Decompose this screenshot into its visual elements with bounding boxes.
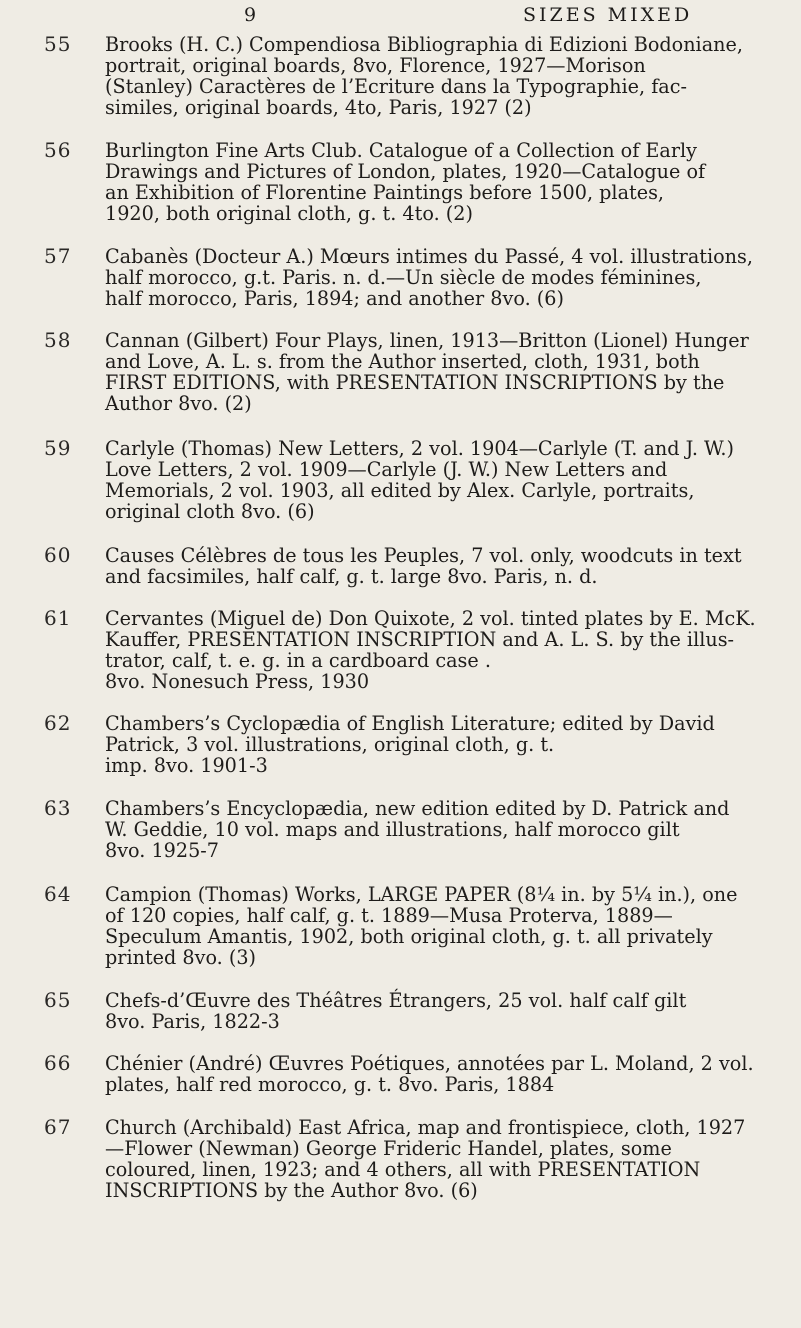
section-title: SIZES MIXED — [523, 4, 693, 26]
entry-text: Burlington Fine Arts Club. Catalogue of a Collection of Early Drawings and Pictures of London, plates, 1920—Catalogue of an Exhibition of Florentine Paintings before 1500, plates, 1920, both original cloth, g. t. 4to. (2) — [105, 139, 706, 225]
lot-number: 63 — [44, 796, 72, 820]
entry-text: Cannan (Gilbert) Four Plays, linen, 1913—Britton (Lionel) Hunger and Love, A. L. s. from the Author inserted, cloth, 1931, both FIRST EDITIONS, with PRESENTATION INSCRIPTIONS by the Author 8vo. (2) — [105, 329, 749, 415]
lot-number: 65 — [44, 988, 72, 1012]
lot-number: 62 — [44, 711, 72, 735]
entry-text: Carlyle (Thomas) New Letters, 2 vol. 1904—Carlyle (T. and J. W.) Love Letters, 2 vol. 1909—Carlyle (J. W.) New Letters and Memorials, 2 vol. 1903, all edited by Alex. Carlyle, portraits, original cloth 8vo. (6) — [105, 437, 734, 523]
entry-text: Chambers’s Cyclopædia of English Literature; edited by David Patrick, 3 vol. illustrations, original cloth, g. t. imp. 8vo. 1901-3 — [105, 712, 715, 777]
lot-number: 56 — [44, 138, 72, 162]
entry-text: Cabanès (Docteur A.) Mœurs intimes du Passé, 4 vol. illustrations, half morocco, g.t. Paris. n. d.—Un siècle de modes féminines, half morocco, Paris, 1894; and another 8vo. (6) — [105, 245, 753, 310]
entry-text: Causes Célèbres de tous les Peuples, 7 vol. only, woodcuts in text and facsimiles, half calf, g. t. large 8vo. Paris, n. d. — [105, 544, 742, 588]
lot-number: 64 — [44, 882, 72, 906]
entry-text: Cervantes (Miguel de) Don Quixote, 2 vol. tinted plates by E. McK. Kauffer, PRESENTATION INSCRIPTION and A. L. S. by the illus- trator, calf, t. e. g. in a cardboard case . 8vo. Nonesuch Press, 1930 — [105, 607, 756, 693]
entry-text: Church (Archibald) East Africa, map and frontispiece, cloth, 1927 —Flower (Newman) George Frideric Handel, plates, some coloured, linen, 1923; and 4 others, all with PRESENTATION INSCRIPTIONS by the Author 8vo. (6) — [105, 1116, 746, 1202]
entry-text: Chefs-d’Œuvre des Théâtres Étrangers, 25 vol. half calf gilt 8vo. Paris, 1822-3 — [105, 989, 687, 1033]
entry-text: Campion (Thomas) Works, LARGE PAPER (8¼ in. by 5¼ in.), one of 120 copies, half calf, g. t. 1889—Musa Proterva, 1889— Speculum Amantis, 1902, both original cloth, g. t. all privately printed 8vo. (3) — [105, 883, 738, 969]
lot-number: 67 — [44, 1115, 72, 1139]
lot-number: 59 — [44, 436, 72, 460]
page-header — [0, 4, 801, 30]
entry-text: Brooks (H. C.) Compendiosa Bibliographia di Edizioni Bodoniane, portrait, original boards, 8vo, Florence, 1927—Morison (Stanley) Caractères de l’Ecriture dans la Typographie, fac- similes, original boards, 4to, Paris, 1927 (2) — [105, 33, 743, 119]
entry-text: Chénier (André) Œuvres Poétiques, annotées par L. Moland, 2 vol. plates, half red morocco, g. t. 8vo. Paris, 1884 — [105, 1052, 754, 1096]
page-number: 9 — [244, 4, 258, 26]
lot-number: 58 — [44, 328, 72, 352]
lot-number: 57 — [44, 244, 72, 268]
entry-text: Chambers’s Encyclopædia, new edition edited by D. Patrick and W. Geddie, 10 vol. maps and illustrations, half morocco gilt 8vo. 1925-7 — [105, 797, 730, 862]
lot-number: 60 — [44, 543, 72, 567]
lot-number: 55 — [44, 32, 72, 56]
lot-number: 66 — [44, 1051, 72, 1075]
lot-number: 61 — [44, 606, 72, 630]
